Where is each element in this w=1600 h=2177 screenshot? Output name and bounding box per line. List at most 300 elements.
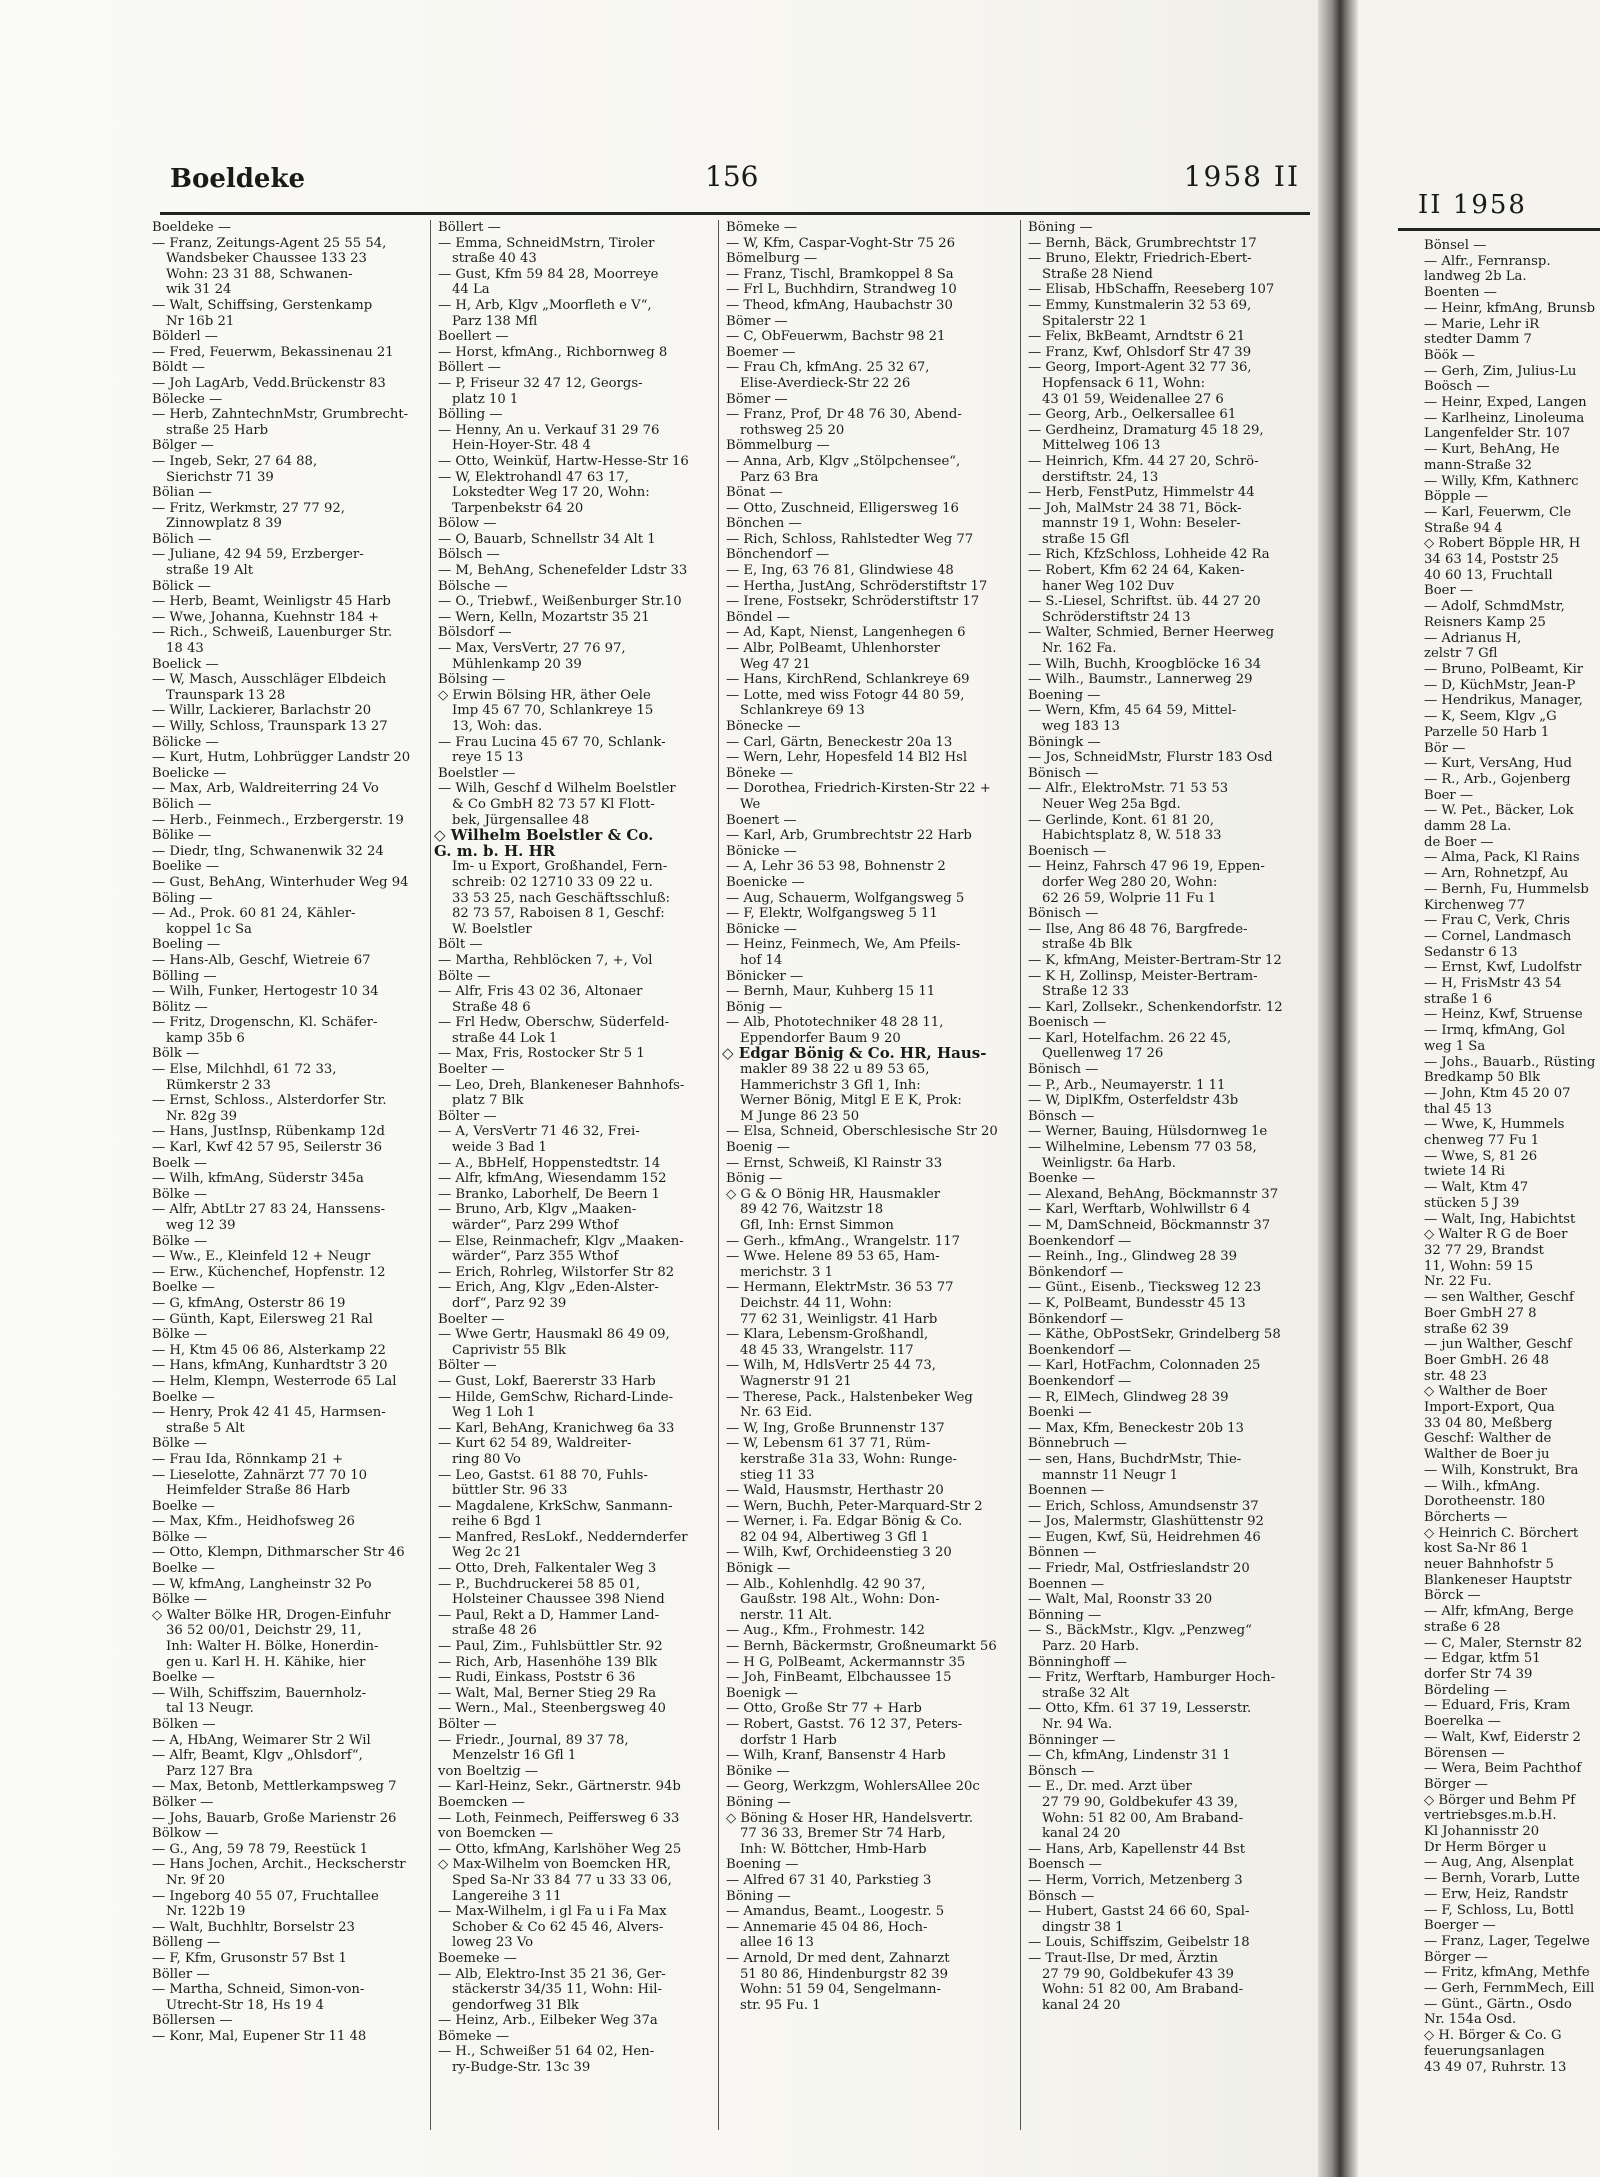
directory-entry: Wohn: 51 59 04, Sengelmann- (740, 1982, 941, 1998)
surname-heading: Bölter — (438, 1108, 497, 1124)
directory-entry: — Ingeborg 40 55 07, Fruchtallee (152, 1888, 379, 1904)
directory-entry: — Konr, Mal, Eupener Str 11 48 (152, 2028, 367, 2044)
directory-entry: — Bernh, Bäck, Grumbrechtstr 17 (1028, 235, 1257, 251)
directory-entry: — Lotte, med wiss Fotogr 44 80 59, (726, 687, 965, 703)
facing-entry: Dorotheenstr. 180 (1424, 1494, 1546, 1510)
directory-entry: 62 26 59, Wolprie 11 Fu 1 (1042, 890, 1217, 906)
directory-entry: — Franz, Tischl, Bramkoppel 8 Sa (726, 266, 954, 282)
facing-entry: — Heinz, Kwf, Struense (1424, 1007, 1583, 1023)
directory-entry: dorfer Weg 280 20, Wohn: (1042, 874, 1218, 890)
directory-entry: stäckerstr 34/35 11, Wohn: Hil- (452, 1982, 662, 1998)
directory-entry: — K, PolBeamt, Bundesstr 45 13 (1028, 1295, 1246, 1311)
directory-entry: straße 44 Lok 1 (452, 1030, 558, 1046)
directory-entry: — Bruno, Elektr, Friedrich-Ebert- (1028, 251, 1252, 267)
facing-entry: — Walt, Ing, Habichtst (1424, 1211, 1576, 1227)
directory-entry: — Hans-Alb, Geschf, Wietreie 67 (152, 952, 371, 968)
directory-entry: 43 01 59, Weidenallee 27 6 (1042, 391, 1224, 407)
surname-heading: Boenkendorf — (1028, 1342, 1132, 1358)
surname-heading: Böling — (152, 890, 213, 906)
facing-entry: — Walt, Kwf, Eiderstr 2 (1424, 1729, 1581, 1745)
directory-entry: — S.-Liesel, Schriftst. üb. 44 27 20 (1028, 594, 1261, 610)
directory-entry: — Wwe Gertr, Hausmakl 86 49 09, (438, 1327, 670, 1343)
facing-entry: stedter Damm 7 (1424, 332, 1532, 348)
directory-entry: — Gerlinde, Kont. 61 81 20, (1028, 812, 1215, 828)
facing-entry: ◇ H. Börger & Co. G (1424, 2028, 1562, 2044)
directory-entry: Langereihe 3 11 (452, 1888, 562, 1904)
column-divider (718, 220, 719, 2130)
directory-entry: straße 40 43 (452, 251, 537, 267)
directory-entry: — P, Friseur 32 47 12, Georgs- (438, 375, 643, 391)
directory-entry: — O, Bauarb, Schnellstr 34 Alt 1 (438, 531, 656, 547)
directory-entry: — Henny, An u. Verkauf 31 29 76 (438, 422, 660, 438)
directory-entry: Menzelstr 16 Gfl 1 (452, 1748, 577, 1764)
surname-heading: Bönat — (726, 485, 783, 501)
directory-entry: — Wern, Lehr, Hopesfeld 14 Bl2 Hsl (726, 750, 968, 766)
directory-entry: — Rich, Schloss, Rahlstedter Weg 77 (726, 531, 974, 547)
directory-entry: — Arnold, Dr med dent, Zahnarzt (726, 1950, 950, 1966)
directory-entry: — Frau Lucina 45 67 70, Schlank- (438, 734, 666, 750)
firm-entry: G. m. b. H. HR (434, 841, 556, 860)
facing-entry: — Kurt, VersAng, Hud (1424, 756, 1572, 772)
directory-entry: Wohn: 51 82 00, Am Braband- (1042, 1982, 1244, 1998)
directory-entry: — Wilh, M, HdlsVertr 25 44 73, (726, 1358, 936, 1374)
surname-heading: Bönsch — (1028, 1108, 1095, 1124)
directory-entry: nerstr. 11 Alt. (740, 1607, 833, 1623)
directory-entry: — Max, Kfm, Beneckestr 20b 13 (1028, 1420, 1244, 1436)
directory-entry: — Loth, Feinmech, Peiffersweg 6 33 (438, 1810, 680, 1826)
facing-entry: — John, Ktm 45 20 07 (1424, 1085, 1571, 1101)
surname-heading: Boelicke — (152, 765, 227, 781)
surname-heading: Boelk — (152, 1155, 208, 1171)
surname-heading: Bölling — (438, 407, 503, 423)
directory-entry: — Branko, Laborhelf, De Beern 1 (438, 1186, 660, 1202)
directory-entry: Nr. 63 Eid. (740, 1405, 813, 1421)
directory-entry: — Felix, BkBeamt, Arndtstr 6 21 (1028, 329, 1246, 345)
directory-entry: — Max, Betonb, Mettlerkampsweg 7 (152, 1779, 397, 1795)
surname-heading: Bölick — (152, 578, 211, 594)
directory-entry: — Hans Jochen, Archit., Heckscherstr (152, 1857, 406, 1873)
directory-entry: stieg 11 33 (740, 1467, 815, 1483)
directory-entry: — Friedr, Mal, Ostfrieslandstr 20 (1028, 1561, 1250, 1577)
directory-entry: — Hubert, Gastst 24 66 60, Spal- (1028, 1904, 1250, 1920)
surname-heading: Bölke — (152, 1233, 208, 1249)
facing-entry: — R., Arb., Gojenberg (1424, 771, 1571, 787)
directory-entry: Rümkerstr 2 33 (166, 1077, 271, 1093)
surname-heading: Bölich — (152, 531, 212, 547)
facing-entry: twiete 14 Ri (1424, 1164, 1506, 1180)
firm-entry: ◇ Wilhelm Boelstler & Co. (434, 826, 654, 845)
directory-entry: — Wilh, Geschf d Wilhelm Boelstler (438, 781, 676, 797)
facing-entry: — Wwe, K, Hummels (1424, 1117, 1565, 1133)
directory-entry: — Robert, Gastst. 76 12 37, Peters- (726, 1717, 963, 1732)
directory-entry: Utrecht-Str 18, Hs 19 4 (166, 1997, 324, 2013)
directory-entry: — Alb, Elektro-Inst 35 21 36, Ger- (438, 1966, 666, 1982)
directory-entry: — Käthe, ObPostSekr, Grindelberg 58 (1028, 1327, 1281, 1343)
facing-entry: zelstr 7 Gfl (1424, 646, 1498, 662)
directory-entry: — Wilh., Baumstr., Lannerweg 29 (1028, 672, 1253, 688)
directory-entry: büttler Str. 96 33 (452, 1483, 568, 1499)
directory-entry: bek, Jürgensallee 48 (452, 812, 590, 828)
directory-entry: 82 73 57, Raboisen 8 1, Geschf: (452, 906, 665, 922)
directory-entry: dingstr 38 1 (1042, 1919, 1124, 1935)
directory-entry: — Erich, Ang, Klgv „Eden-Alster- (438, 1280, 659, 1296)
directory-entry: Holsteiner Chaussee 398 Niend (452, 1592, 665, 1608)
surname-heading: Bönnen — (1028, 1545, 1097, 1561)
directory-entry: ◇ Max-Wilhelm von Boemcken HR, (438, 1857, 672, 1873)
surname-heading: Bölte — (438, 968, 491, 984)
facing-entry: — Willy, Kfm, Kathnerc (1424, 473, 1579, 489)
directory-entry: — W, kfmAng, Langheinstr 32 Po (152, 1576, 372, 1592)
surname-heading: Boelke — (152, 1670, 215, 1686)
directory-entry: — Ww., E., Kleinfeld 12 + Neugr (152, 1249, 371, 1265)
directory-entry: — Gerh., kfmAng., Wrangelstr. 117 (726, 1233, 961, 1249)
directory-entry: — Otto, kfmAng, Karlshöher Weg 25 (438, 1841, 682, 1857)
directory-entry: — Elsa, Schneid, Oberschlesische Str 20 (726, 1124, 998, 1140)
directory-entry: — F, Kfm, Grusonstr 57 Bst 1 (152, 1950, 347, 1966)
surname-heading: Bölich — (152, 796, 212, 812)
directory-entry: — W, DiplKfm, Osterfeldstr 43b (1028, 1093, 1239, 1109)
facing-entry: str. 48 23 (1424, 1368, 1488, 1384)
directory-entry: dorf“, Parz 92 39 (452, 1295, 567, 1311)
facing-entry: landweg 2b La. (1424, 269, 1527, 285)
facing-entry: Nr. 154a Osd. (1424, 2012, 1517, 2028)
surname-heading: Boennen — (1028, 1576, 1105, 1592)
directory-entry: — Gerdheinz, Dramaturg 45 18 29, (1028, 422, 1264, 438)
directory-entry: — Henry, Prok 42 41 45, Harmsen- (152, 1405, 386, 1421)
directory-entry: — S., BäckMstr., Klgv. „Penzweg“ (1028, 1623, 1252, 1639)
facing-entry: straße 62 39 (1424, 1321, 1509, 1337)
directory-entry: — Amandus, Beamt., Loogestr. 5 (726, 1904, 945, 1920)
directory-entry: — Wilh, kfmAng, Süderstr 345a (152, 1171, 364, 1187)
directory-entry: — Otto, Zuschneid, Elligersweg 16 (726, 500, 959, 516)
directory-entry: — Max-Wilhelm, i gl Fa u i Fa Max (438, 1904, 667, 1920)
directory-entry: 33 53 25, nach Geschäftsschluß: (452, 890, 670, 906)
directory-entry: — Therese, Pack., Halstenbeker Weg (726, 1389, 973, 1405)
facing-entry: stücken 5 J 39 (1424, 1195, 1520, 1211)
facing-entry: de Boer — (1424, 834, 1494, 850)
directory-entry: Straße 48 6 (452, 999, 531, 1015)
directory-entry: Tarpenbekstr 64 20 (452, 500, 584, 516)
surname-heading: Böning — (726, 1888, 791, 1904)
directory-entry: — Joh LagArb, Vedd.Brückenstr 83 (152, 375, 386, 391)
facing-entry: — Hendrikus, Manager, (1424, 693, 1583, 709)
directory-entry: — Alfr., ElektroMstr. 71 53 53 (1028, 781, 1229, 797)
directory-entry: — Else, Milchhdl, 61 72 33, (152, 1062, 337, 1078)
directory-entry: 36 52 00/01, Deichstr 29, 11, (166, 1623, 362, 1639)
directory-entry: — P., Arb., Neumayerstr. 1 11 (1028, 1077, 1226, 1093)
directory-entry: kanal 24 20 (1042, 1997, 1121, 2013)
surname-heading: Bölsing — (438, 672, 506, 688)
directory-entry: — F, Elektr, Wolfgangsweg 5 11 (726, 906, 938, 922)
directory-entry: — Hermann, ElektrMstr. 36 53 77 (726, 1280, 954, 1296)
surname-heading: Bönkendorf — (1028, 1311, 1124, 1327)
directory-entry: Zinnowplatz 8 39 (166, 516, 282, 532)
directory-entry: — Erw., Küchenchef, Hopfenstr. 12 (152, 1264, 386, 1280)
directory-entry: — Magdalene, KrkSchw, Sanmann- (438, 1498, 673, 1514)
directory-entry: — Herm, Vorrich, Metzenberg 3 (1028, 1872, 1243, 1888)
facing-entry: — sen Walther, Geschf (1424, 1290, 1574, 1306)
directory-entry: — E, Ing, 63 76 81, Glindwiese 48 (726, 563, 954, 579)
surname-heading: Boensch — (1028, 1857, 1102, 1873)
directory-entry: — E., Dr. med. Arzt über (1028, 1779, 1192, 1795)
directory-entry: Nr. 82g 39 (166, 1108, 237, 1124)
surname-heading: Boelter — (438, 1062, 505, 1078)
facing-entry: Boer GmbH 27 8 (1424, 1305, 1537, 1321)
directory-entry: reihe 6 Bgd 1 (452, 1514, 543, 1530)
surname-heading: Bölling — (152, 968, 217, 984)
directory-entry: Weg 1 Loh 1 (452, 1405, 536, 1421)
facing-entry: — Karlheinz, Linoleuma (1424, 410, 1585, 426)
surname-heading: Bölow — (438, 516, 497, 532)
surname-heading: Bölke — (152, 1186, 208, 1202)
directory-entry: — Heinz, Feinmech, We, Am Pfeils- (726, 937, 961, 953)
directory-entry: — Manfred, ResLokf., Neddernderfer (438, 1529, 688, 1545)
directory-entry: — O., Triebwf., Weißenburger Str.10 (438, 594, 682, 610)
directory-entry: — Ilse, Ang 86 48 76, Bargfrede- (1028, 921, 1248, 937)
directory-entry: — Günth, Kapt, Eilersweg 21 Ral (152, 1311, 373, 1327)
facing-entry: — Karl, Feuerwm, Cle (1424, 504, 1572, 520)
directory-entry: — Wilh, Funker, Hertogestr 10 34 (152, 984, 379, 1000)
directory-entry: Habichtsplatz 8, W. 518 33 (1042, 828, 1222, 844)
surname-heading: Bönninghoff — (1028, 1654, 1127, 1670)
facing-entry: Dr Herm Börger u (1424, 1839, 1547, 1855)
directory-entry: — Walt, Mal, Berner Stieg 29 Ra (438, 1685, 657, 1701)
directory-entry: — W, Kfm, Caspar-Voght-Str 75 26 (726, 235, 955, 251)
directory-entry: straße 25 Harb (166, 422, 269, 438)
directory-entry: Gfl, Inh: Ernst Simmon (740, 1218, 894, 1233)
directory-entry: Parz 63 Bra (740, 469, 819, 485)
firm-entry: ◇ Edgar Bönig & Co. HR, Haus- (722, 1044, 987, 1063)
directory-entry: — Max, Kfm., Heidhofsweg 26 (152, 1514, 355, 1530)
directory-entry: Nr. 162 Fa. (1042, 641, 1117, 657)
directory-entry: — Louis, Schiffszim, Geibelstr 18 (1028, 1935, 1250, 1951)
directory-entry: — G, kfmAng, Osterstr 86 19 (152, 1295, 346, 1311)
surname-heading: Boenke — (1028, 1171, 1096, 1187)
directory-entry: — Georg, Import-Agent 32 77 36, (1028, 360, 1252, 376)
facing-entry: Bönsel — (1424, 238, 1487, 253)
surname-heading: Boelke — (152, 1498, 215, 1514)
directory-entry: hof 14 (740, 952, 783, 968)
directory-entry: — Erich, Rohrleg, Wilstorfer Str 82 (438, 1264, 675, 1280)
directory-entry: — Franz, Kwf, Ohlsdorf Str 47 39 (1028, 344, 1252, 360)
directory-entry: — Rudi, Einkass, Poststr 6 36 (438, 1670, 636, 1686)
page-header (160, 160, 1310, 200)
facing-entry: — Heinr, Exped, Langen (1424, 395, 1587, 411)
facing-entry: straße 6 28 (1424, 1619, 1501, 1635)
directory-entry: — Rich, Arb, Hasenhöhe 139 Blk (438, 1654, 658, 1670)
directory-entry: — Frl L, Buchhdirn, Strandweg 10 (726, 282, 957, 298)
directory-entry: — A, HbAng, Weimarer Str 2 Wil (152, 1732, 371, 1748)
surname-heading: Bölke — (152, 1529, 208, 1545)
directory-entry: Gaußstr. 198 Alt., Wohn: Don- (740, 1592, 940, 1608)
facing-entry: Böpple — (1424, 489, 1488, 505)
directory-entry: — R, ElMech, Glindweg 28 39 (1028, 1389, 1229, 1405)
directory-entry: — Max, Arb, Waldreiterring 24 Vo (152, 781, 379, 797)
facing-entry: thal 45 13 (1424, 1101, 1492, 1117)
column-divider (430, 220, 431, 2130)
facing-entry: — Adrianus H, (1424, 630, 1522, 646)
facing-entry: Börcherts — (1424, 1509, 1508, 1525)
facing-entry: — Edgar, ktfm 51 (1424, 1651, 1541, 1667)
surname-heading: Boening — (1028, 687, 1101, 703)
facing-entry: Bördeling — (1424, 1682, 1507, 1698)
surname-heading: Boenisch — (1028, 1015, 1107, 1031)
directory-entry: — Fritz, Drogenschn, Kl. Schäfer- (152, 1015, 378, 1031)
directory-entry: Weinligstr. 6a Harb. (1042, 1155, 1176, 1171)
directory-entry: tal 13 Neugr. (166, 1701, 254, 1717)
directory-entry: — Wilh, Kwf, Orchideenstieg 3 20 (726, 1545, 952, 1561)
directory-entry: Nr. 94 Wa. (1042, 1717, 1113, 1732)
facing-entry: Bredkamp 50 Blk (1424, 1070, 1541, 1086)
surname-heading: Bölke — (152, 1592, 208, 1608)
directory-entry: — Bruno, Arb, Klgv „Maaken- (438, 1202, 637, 1218)
directory-entry: — A., BbHelf, Hoppenstedtstr. 14 (438, 1155, 661, 1171)
directory-entry: — Wilh, Buchh, Kroogblöcke 16 34 (1028, 656, 1262, 672)
surname-heading: Bönisch — (1028, 906, 1099, 922)
directory-entry: — Wilh, Kranf, Bansenstr 4 Harb (726, 1748, 946, 1764)
directory-entry: — H G, PolBeamt, Ackermannstr 35 (726, 1654, 966, 1670)
facing-entry: ◇ Robert Böpple HR, H (1424, 536, 1581, 552)
directory-entry: schreib: 02 12710 33 09 22 u. (452, 874, 653, 890)
directory-entry: — Erich, Schloss, Amundsenstr 37 (1028, 1498, 1259, 1514)
directory-entry: — Werner, i. Fa. Edgar Bönig & Co. (726, 1514, 963, 1530)
surname-heading: Bönsch — (1028, 1763, 1095, 1779)
directory-entry: ◇ G & O Bönig HR, Hausmakler (726, 1186, 941, 1202)
surname-heading: Bönnebruch — (1028, 1436, 1127, 1452)
facing-entry: damm 28 La. (1424, 819, 1512, 835)
directory-entry: — Franz, Prof, Dr 48 76 30, Abend- (726, 407, 962, 423)
surname-heading: Böller — (152, 1966, 210, 1982)
facing-entry: — D, KüchMstr, Jean-P (1424, 677, 1576, 693)
facing-entry: Börger — (1424, 1776, 1488, 1792)
facing-entry: Boer GmbH. 26 48 (1424, 1352, 1550, 1368)
directory-entry: — Albr, PolBeamt, Uhlenhorster (726, 641, 940, 657)
facing-entry: — Johs., Bauarb., Rüsting (1424, 1054, 1596, 1070)
directory-entry: Weg 2c 21 (452, 1545, 522, 1561)
directory-entry: Heimfelder Straße 86 Harb (166, 1483, 351, 1499)
directory-entry: — Rich, KfzSchloss, Lohheide 42 Ra (1028, 547, 1270, 563)
facing-entry: Boenten — (1424, 285, 1497, 301)
directory-entry: — P., Buchdruckerei 58 85 01, (438, 1576, 641, 1592)
directory-entry: platz 7 Blk (452, 1093, 524, 1109)
surname-heading: Böneke — (726, 765, 794, 781)
directory-entry: — Hans, Arb, Kapellenstr 44 Bst (1028, 1841, 1246, 1857)
directory-entry: str. 95 Fu. 1 (740, 1997, 821, 2013)
directory-entry: ry-Budge-Str. 13c 39 (452, 2060, 591, 2076)
directory-entry: — Heinz, Arb., Eilbeker Weg 37a (438, 2013, 658, 2029)
directory-entry: — Frau Ida, Rönnkamp 21 + (152, 1451, 344, 1467)
surname-heading: Boelke — (152, 1389, 215, 1405)
directory-entry: 13, Woh: das. (452, 719, 543, 734)
directory-entry: — Ernst, Schweiß, Kl Rainstr 33 (726, 1155, 943, 1171)
directory-entry: Straße 12 33 (1042, 984, 1130, 1000)
directory-entry: 44 La (452, 282, 490, 298)
directory-entry: koppel 1c Sa (166, 921, 252, 937)
surname-heading: Bönkendorf — (1028, 1264, 1124, 1280)
directory-entry: — Jos, Malermstr, Glashüttenstr 92 (1028, 1514, 1264, 1530)
directory-entry: — Helm, Klempn, Westerrode 65 Lal (152, 1373, 397, 1389)
surname-heading: Bölderl — (152, 329, 218, 345)
directory-entry: — Wern., Mal., Steenbergsweg 40 (438, 1701, 666, 1717)
directory-entry: straße 32 Alt (1042, 1685, 1130, 1701)
directory-entry: Parz 127 Bra (166, 1763, 253, 1779)
directory-entry: — Herb, FenstPutz, Himmelstr 44 (1028, 485, 1255, 501)
facing-entry: — Irmq, kfmAng, Gol (1424, 1023, 1566, 1039)
directory-entry: — Georg, Arb., Oelkersallee 61 (1028, 407, 1237, 423)
directory-entry: Imp 45 67 70, Schlankreye 15 (452, 703, 654, 719)
directory-entry: Wohn: 23 31 88, Schwanen- (166, 266, 353, 282)
directory-entry: Werner Bönig, Mitgl E E K, Prok: (740, 1093, 962, 1109)
surname-heading: Bönninger — (1028, 1732, 1116, 1748)
directory-entry: — Bernh, Bäckermstr, Großneumarkt 56 (726, 1639, 997, 1655)
directory-entry: Mittelweg 106 13 (1042, 438, 1161, 454)
directory-entry: kamp 35b 6 (166, 1030, 245, 1046)
directory-entry: — Otto, Große Str 77 + Harb (726, 1701, 922, 1717)
directory-entry: ◇ Erwin Bölsing HR, äther Oele (438, 687, 651, 703)
facing-entry: 32 77 29, Brandst (1424, 1243, 1544, 1258)
directory-entry: — A, Lehr 36 53 98, Bohnenstr 2 (726, 859, 946, 875)
directory-entry: — Alfr, Beamt, Klgv „Ohlsdorf“, (152, 1748, 363, 1764)
surname-heading: Boenicke — (726, 874, 805, 890)
surname-heading: Böllersen — (152, 2013, 233, 2029)
surname-heading: Bömeke — (438, 2028, 510, 2044)
surname-heading: Böllert — (438, 220, 501, 235)
directory-entry: — Paul, Rekt a D, Hammer Land- (438, 1607, 660, 1623)
directory-entry: Sierichstr 71 39 (166, 469, 274, 485)
directory-entry: — Klara, Lebensm-Großhandl, (726, 1327, 929, 1343)
directory-entry: — Hans, kfmAng, Kunhardtstr 3 20 (152, 1358, 388, 1374)
surname-heading: Bölter — (438, 1717, 497, 1732)
header-rule (160, 212, 1310, 215)
directory-entry: Caprivistr 55 Blk (452, 1342, 567, 1358)
directory-entry: dorfstr 1 Harb (740, 1732, 837, 1748)
directory-entry: — Willr, Lackierer, Barlachstr 20 (152, 703, 372, 719)
facing-entry: mann-Straße 32 (1424, 457, 1532, 473)
directory-entry: — Karl-Heinz, Sekr., Gärtnerstr. 94b (438, 1779, 681, 1795)
directory-entry: — Ingeb, Sekr, 27 64 88, (152, 453, 318, 469)
directory-entry: — A, VersVertr 71 46 32, Frei- (438, 1124, 640, 1140)
facing-entry: — Bruno, PolBeamt, Kir (1424, 661, 1584, 677)
directory-entry: kerstraße 31a 33, Wohn: Runge- (740, 1451, 957, 1467)
directory-entry: Deichstr. 44 11, Wohn: (740, 1295, 892, 1311)
directory-entry: wärder“, Parz 299 Wthof (452, 1218, 619, 1233)
directory-entry: ◇ Walter Bölke HR, Drogen-Einfuhr (152, 1607, 391, 1623)
directory-entry: — Robert, Kfm 62 24 64, Kaken- (1028, 563, 1245, 579)
directory-entry: 77 36 33, Bremer Str 74 Harb, (740, 1826, 946, 1842)
directory-entry: — Kurt 62 54 89, Waldreiter- (438, 1436, 632, 1452)
facing-entry: Straße 94 4 (1424, 520, 1503, 536)
facing-page-header: II 1958 (1418, 190, 1527, 220)
directory-entry: — Otto, Dreh, Falkentaler Weg 3 (438, 1561, 657, 1577)
directory-entry: — Heinz, Fahrsch 47 96 19, Eppen- (1028, 859, 1265, 875)
directory-entry: Quellenweg 17 26 (1042, 1046, 1164, 1062)
surname-heading: Böning — (1028, 220, 1093, 235)
surname-heading: Bölter — (438, 1358, 497, 1374)
surname-heading: Boelter — (438, 1311, 505, 1327)
surname-heading: Boemcken — (438, 1794, 525, 1810)
directory-entry: — H, Arb, Klgv „Moorfleth e V“, (438, 297, 652, 313)
directory-entry: — Johs, Bauarb, Große Marienstr 26 (152, 1810, 397, 1826)
directory-entry: reye 15 13 (452, 750, 524, 766)
surname-heading: Boenig — (726, 1140, 790, 1156)
surname-heading: Bönchen — (726, 516, 802, 532)
directory-entry: Mühlenkamp 20 39 (452, 656, 582, 672)
directory-entry: — Martha, Rehblöcken 7, +, Vol (438, 952, 653, 968)
facing-page (1358, 0, 1600, 2177)
surname-heading: Böning — (726, 1794, 791, 1810)
facing-entry: straße 1 6 (1424, 991, 1493, 1007)
directory-entry: Neuer Weg 25a Bgd. (1042, 796, 1181, 812)
